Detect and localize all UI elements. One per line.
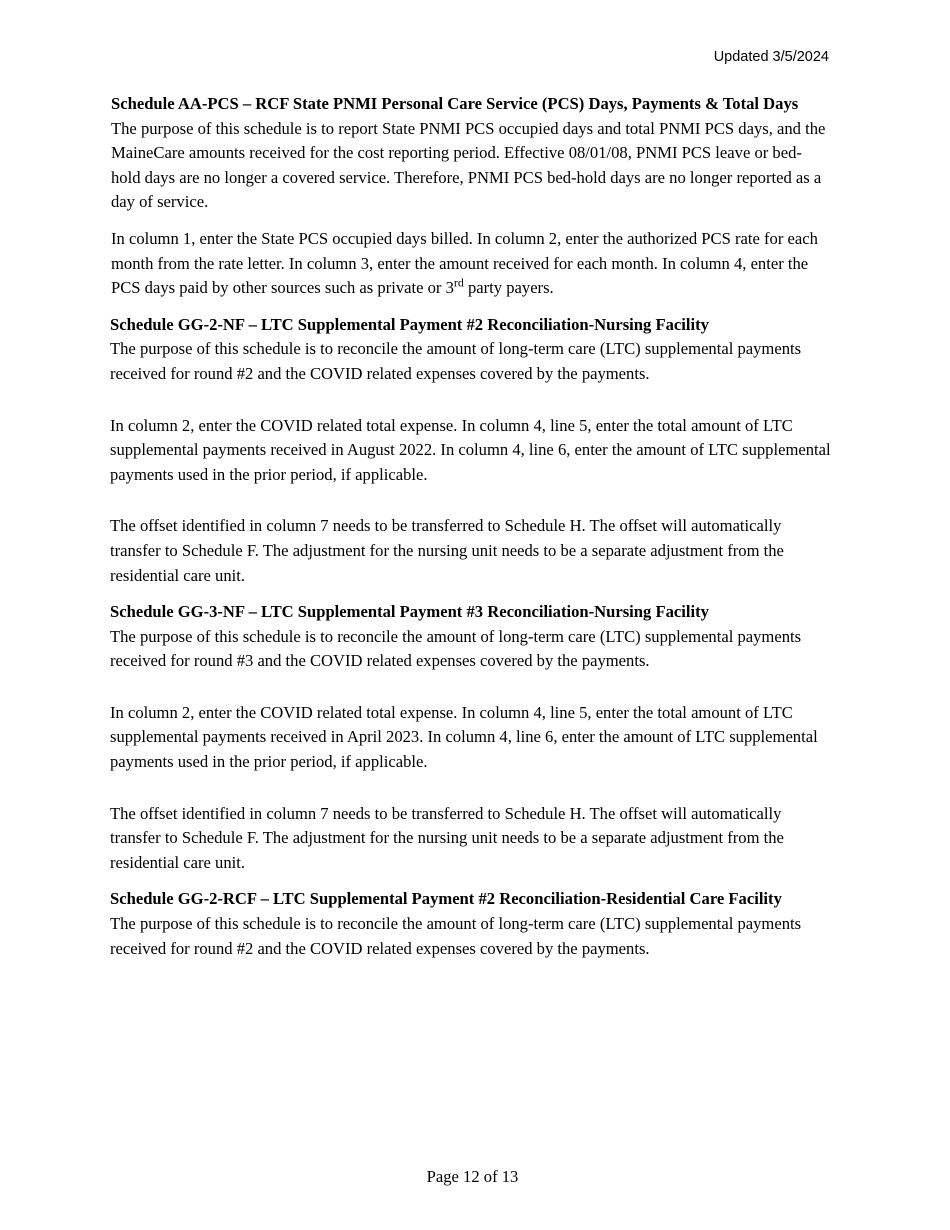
section-gg-2-nf [110,313,831,588]
document-body [111,92,831,961]
section-heading: Schedule AA-PCS – RCF State PNMI Personal Care Service (PCS) Days, Payments & Total Days [111,94,799,113]
paragraph: The purpose of this schedule is to reconcile the amount of long-term care (LTC) supplemental payments received for round #2 and the COVID related expenses covered by the payments. [110,339,802,383]
paragraph [111,227,831,301]
section-heading: Schedule GG-2-NF – LTC Supplemental Payment #2 Reconciliation-Nursing Facility [110,314,709,334]
paragraph: The offset identified in column 7 needs to be transferred to Schedule H. The offset will automatically transfer to Schedule F. The adjustment for the nursing unit needs to be a separate adjustment from the residential care unit. [110,516,784,585]
paragraph: In column 2, enter the COVID related total expense. In column 4, line 5, enter the total amount of LTC supplemental payments received in August 2022. In column 4, line 6, enter the amount of LTC supplemental payments used in the prior period, if applicable. [110,415,831,484]
section-aa-pcs [111,92,831,301]
paragraph: The offset identified in column 7 needs to be transferred to Schedule H. The offset will automatically transfer to Schedule F. The adjustment for the nursing unit needs to be a separate adjustment from the residential care unit. [110,803,784,872]
superscript: rd [453,275,464,290]
section-gg-3-nf [110,600,831,875]
paragraph: In column 2, enter the COVID related total expense. In column 4, line 5, enter the total amount of LTC supplemental payments received in April 2023. In column 4, line 6, enter the amount of LTC supplemental payments used in the prior period, if applicable. [110,702,818,772]
updated-date: Updated 3/5/2024 [713,49,829,65]
section-heading: Schedule GG-3-NF – LTC Supplemental Payment #3 Reconciliation-Nursing Facility [110,602,709,622]
paragraph-text: In column 1, enter the State PCS occupied days billed. In column 2, enter the authorized PCS rate for each month from the rate letter. In column 3, enter the amount received for each month. In column 4, enter the PCS days paid by other sources such as private or 3 [111,228,818,298]
page-number: Page 12 of 13 [426,1167,519,1186]
paragraph-text: party payers. [463,278,554,298]
section-gg-2-rcf [110,887,831,961]
paragraph: The purpose of this schedule is to reconcile the amount of long-term care (LTC) supplemental payments received for round #3 and the COVID related expenses covered by the payments. [110,626,802,671]
paragraph: The purpose of this schedule is to report State PNMI PCS occupied days and total PNMI PCS days, and the MaineCare amounts received for the cost reporting period. Effective 08/01/08, PNMI PCS leave or bed-hold days are no longer a covered service. Therefore, PNMI PCS bed-hold days are no longer reported as a day of service. [111,118,826,212]
section-heading: Schedule GG-2-RCF – LTC Supplemental Payment #2 Reconciliation-Residential Care Facility [110,889,782,909]
paragraph: The purpose of this schedule is to reconcile the amount of long-term care (LTC) supplemental payments received for round #2 and the COVID related expenses covered by the payments. [110,914,802,958]
